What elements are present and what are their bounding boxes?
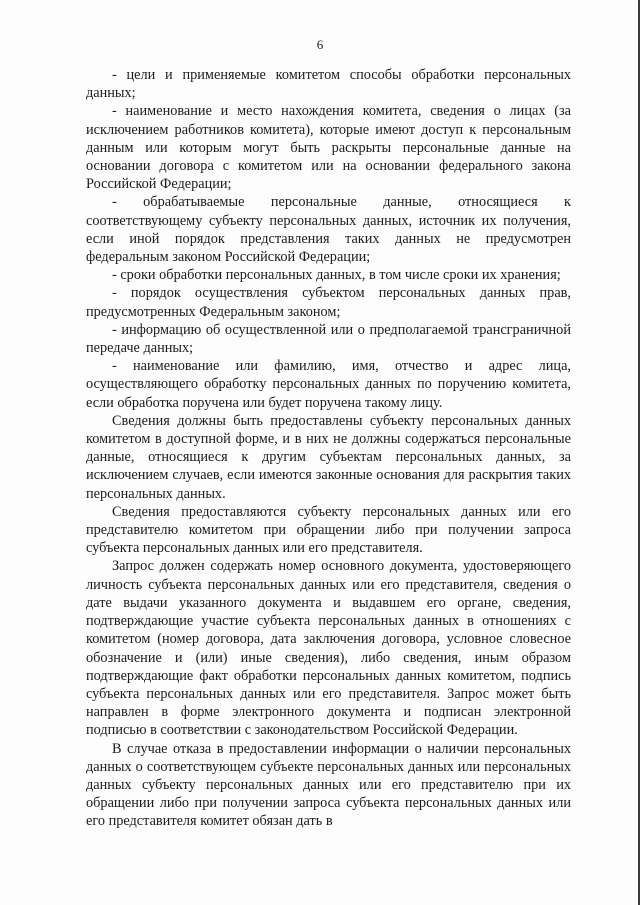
paragraph-4: - сроки обработки персональных данных, в том числе сроки их хранения; (112, 267, 561, 284)
paragraph-5: - порядок осуществления субъектом персональных данных прав, предусмотренных Федеральным законом; (86, 285, 571, 320)
paragraph-10: Запрос должен содержать номер основного документа, удостоверяющего личность субъекта персональных данных или его представителя, сведения о дате выдачи указанного документа и выдавшем его органе, сведения, подтверждающие участие субъекта персональных данных в отношениях с комитетом (номер договора, дата заключения договора, условное словесное обозначение и (или) иные сведения), либо сведения, иным образом подтверждающие факт обработки персональных данных комитетом, подпись субъекта персональных данных или его представителя. Запрос может быть направлен в форме электронного документа и подписан электронной подписью в соответствии с законодательством Российской Федерации. (86, 558, 571, 739)
paragraph-6: - информацию об осуществленной или о предполагаемой трансграничной передаче данных; (86, 321, 571, 357)
paragraph-7: - наименование или фамилию, имя, отчество и адрес лица, осуществляющего обработку персональных данных по поручению комитета, если обработка поручена или будет поручена такому лицу. (86, 358, 571, 411)
body-text (86, 66, 571, 831)
paragraph-8: Сведения должны быть предоставлены субъекту персональных данных комитетом в доступной форме, и в них не должны содержаться персональные данные, относящиеся к другим субъектам персональных данных, за исключением случаев, если имеются законные основания для раскрытия таких персональных данных. (86, 412, 571, 502)
paragraph-9: Сведения предоставляются субъекту персональных данных или его представителю комитетом при обращении либо при получении запроса субъекта персональных данных или его представителя. (86, 503, 571, 557)
paragraph-3: - обрабатываемые персональные данные, относящиеся к соответствующему субъекту персональных данных, источник их получения, если иной порядок представления таких данных не предусмотрен федеральным законом Российской Федерации; (86, 194, 571, 266)
page-number: 6 (316, 37, 324, 52)
paragraph-11: В случае отказа в предоставлении информации о наличии персональных данных о соответствующем субъекте персональных данных или персональных данных субъекту персональных данных или его представителю при их обращении либо при получении запроса субъекта персональных данных или его представителя комитет обязан дать в (86, 740, 571, 830)
paragraph-1: - цели и применяемые комитетом способы обработки персональных данных; (86, 67, 571, 102)
paragraph-2: - наименование и место нахождения комитета, сведения о лицах (за исключением работников комитета), которые имеют доступ к персональным данным или которым могут быть раскрыты персональные данные на основании договора с комитетом или на основании федерального закона Российской Федерации; (86, 103, 571, 193)
